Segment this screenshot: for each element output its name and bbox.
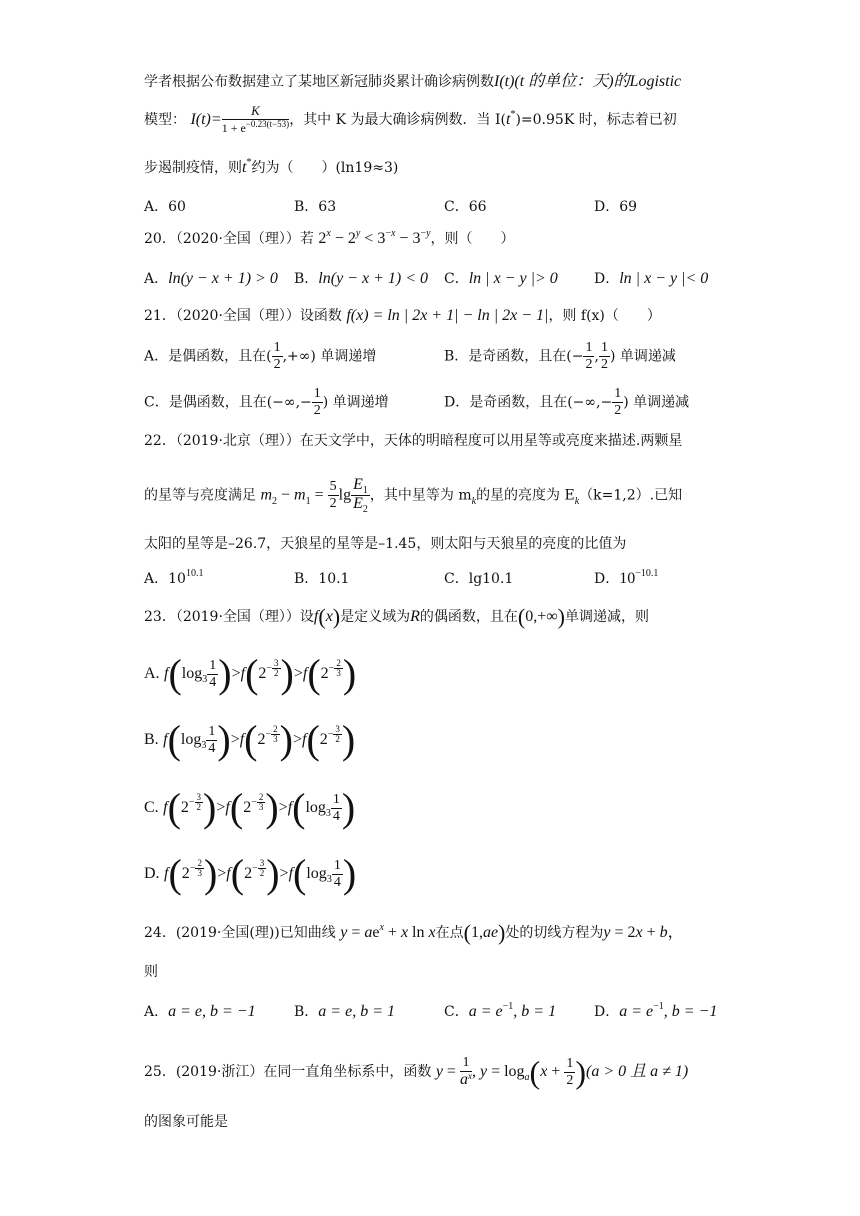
q24-option-b: B．a = e, b = 1 bbox=[294, 1003, 395, 1020]
q20-option-a: A．ln(y − x + 1) > 0 bbox=[144, 270, 278, 287]
q19-line2: 模型： I(t)= $\frac{K}{1 + e^{-0.23(t-53)}}$ ，其中 K 为最大确诊病例数．当 I(t*)=0.95K 时，标志着已初 bbox=[144, 103, 677, 135]
q21-stem-text: 21．（2020·全国（理））设函数 bbox=[144, 308, 342, 324]
q19-line2-end: )=0.95K 时，标志着已初 bbox=[515, 112, 677, 128]
q19-option-a: A．60 bbox=[144, 199, 186, 215]
q19-line3b: 约为（ ）(ln19≈3) bbox=[251, 160, 399, 176]
q19-line1 bbox=[144, 71, 681, 93]
q19-text-math: I(t)(t 的单位：天)的 bbox=[494, 73, 630, 90]
q20-stem-text: 20．（2020·全国（理））若 bbox=[144, 231, 314, 247]
q23-stem: 23．（2019·全国（理））设f(x)是定义域为R的偶函数，且在(0,+∞)单调递减，则 bbox=[144, 604, 649, 629]
q19-star-2: * bbox=[246, 157, 252, 168]
q19-option-d: D．69 bbox=[594, 199, 638, 215]
q22-option-d: D．$10^{-10.1}$ bbox=[594, 568, 659, 587]
q22-stem: 22．（2019·北京（理））在天文学中，天体的明暗程度可以用星等或亮度来描述.两颗星 bbox=[144, 433, 683, 449]
q19-line3 bbox=[144, 157, 398, 181]
q22-line3: 太阳的星等是–26.7，天狼星的星等是–1.45，则太阳与天狼星的亮度的比值为 bbox=[144, 536, 627, 552]
q20-option-b: B．ln(y − x + 1) < 0 bbox=[294, 270, 428, 287]
q20-stem bbox=[144, 228, 515, 252]
q25-stem: 25．(2019·浙江）在同一直角坐标系中，函数 y = $\frac{1}{a^x}$ , $y = \log_a(x$ + $\frac{1}{2}$ )(a > 0 且 a ≠ 1) bbox=[144, 1054, 689, 1090]
q19-text: 学者根据公布数据建立了某地区新冠肺炎累计确诊病例数 bbox=[144, 74, 494, 90]
q23-option-d: D. $f(2^{- \frac{2}{3}}$ )$>f(2^{- \frac{3}{2}}$ )$>f(\log_3$ $\frac{1}{4}$ ) bbox=[144, 851, 357, 896]
q20-option-c: C．ln | x − y |> 0 bbox=[444, 270, 558, 287]
q24-stem: 24．(2019·全国(理))已知曲线 $y = ae^x + x$ ln x在点(1,ae)处的切线方程为y = 2x + b， bbox=[144, 920, 684, 945]
q19-model-label: 模型： bbox=[144, 112, 186, 128]
q21-option-a: A．是偶函数，且在( $\frac{1}{2}$ ,+∞) 单调递增 bbox=[144, 340, 377, 372]
q19-tstar-2: t bbox=[242, 159, 247, 176]
q21-stem-end: ，则 f(x)（ ） bbox=[548, 308, 661, 324]
q22-option-b: B．10.1 bbox=[294, 571, 350, 587]
q19-formula-fraction: $\frac{K}{1 + e^{-0.23(t-53)}}$ bbox=[221, 103, 290, 135]
q19-option-b: B．63 bbox=[294, 199, 337, 215]
q21-function: f(x) = ln | 2x + 1| − ln | 2x − 1| bbox=[346, 307, 549, 324]
q25-line2: 的图象可能是 bbox=[144, 1114, 228, 1130]
q19-formula-lhs: I(t)= bbox=[190, 111, 222, 128]
q24-option-c: C．$a = e^{-1}$, b = 1 bbox=[444, 1001, 557, 1020]
q22-option-c: C．lg10.1 bbox=[444, 571, 514, 587]
q19-tstar: t bbox=[506, 111, 511, 128]
q24-option-a: A．a = e, b = −1 bbox=[144, 1003, 256, 1020]
q21-option-d: D．是奇函数，且在(−∞,− $\frac{1}{2}$ ) 单调递减 bbox=[444, 386, 690, 418]
q23-option-c: C. $f(2^{- \frac{3}{2}}$ )$>f(2^{- \frac{2}{3}}$ )$>f(\log_3$ $\frac{1}{4}$ ) bbox=[144, 785, 356, 830]
q19-logistic: Logistic bbox=[629, 73, 682, 90]
q19-line3-text: 步遏制疫情，则 bbox=[144, 160, 242, 176]
q21-option-b: B．是奇函数，且在(− $\frac{1}{2}$ , $\frac{1}{2}$ ) 单调递减 bbox=[444, 340, 676, 372]
q19-line2-mid: ，其中 K 为最大确诊病例数．当 I( bbox=[289, 112, 506, 128]
q20-option-d: D．ln | x − y |< 0 bbox=[594, 270, 709, 287]
q24-line2: 则 bbox=[144, 964, 158, 980]
q23-option-b: B. $f(\log_3$ $\frac{1}{4}$ )$>f(2^{- \frac{2}{3}}$ )$>f(2^{- \frac{3}{2}}$ ) bbox=[144, 717, 356, 762]
q19-option-c: C．66 bbox=[444, 199, 487, 215]
q21-stem bbox=[144, 305, 661, 327]
q22-line2: 的星等与亮度满足 $m_2 - m_1$ = $\frac{5}{2}$ lg $\frac{E_1}{E_2}$ ，其中星等为 $m_k$的星的亮度为 $E_k(k=1,2)$.已知 bbox=[144, 476, 683, 515]
q20-inequality: $2^x - 2^y < 3^{-x} - 3^{-y}$ bbox=[318, 228, 431, 247]
q20-stem-end: ，则（ ） bbox=[430, 231, 515, 247]
q22-option-a: A．$10^{10.1}$ bbox=[144, 568, 204, 587]
q21-option-c: C．是偶函数，且在(−∞,− $\frac{1}{2}$ ) 单调递增 bbox=[144, 386, 389, 418]
q23-option-a: A. $f(\log_3$ $\frac{1}{4}$ )$>f(2^{- \frac{3}{2}}$ )$>f(2^{- \frac{2}{3}}$ ) bbox=[144, 651, 357, 696]
q24-option-d: D．$a = e^{-1}$, b = −1 bbox=[594, 1001, 718, 1020]
